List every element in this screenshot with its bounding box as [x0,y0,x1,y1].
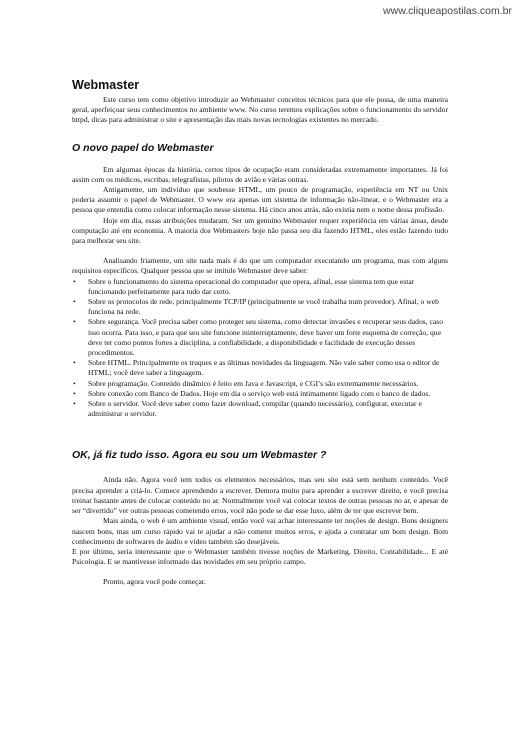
list-item [72,389,448,399]
section-title-webmaster: Webmaster [72,78,140,92]
document-page [72,78,448,588]
site-url: www.cliqueapostilas.com.br [383,5,512,17]
bullet-icon: • [73,388,76,398]
list-item [72,317,448,358]
paragraph: Pronto, agora você pode começar. [103,577,206,587]
bullet-icon: • [73,358,76,368]
list-item [72,379,448,389]
section-title-novo-papel: O novo papel do Webmaster [72,141,214,154]
paragraph: Antigamente, um indivíduo que soubesse HTML, um pouco de programação, experiência em NT ou Unix poderia assumir o papel de Webmaster. O www era apenas um sistema de informação não-linear, e o Webmaster era a pessoa que entendia como colocar informação nesse sistema. Há cinco anos atrás, não existia nem o nome dessa profissão. [72,185,448,215]
paragraph: Ainda não. Agora você tem todos os elementos necessários, mas seu site está sem nenhum conteúdo. Você precisa aprender a criá-lo. Comece aprendendo a escrever. Demora muito para aprender a escrever direito, e você precisa treinar bastante antes de colocar conteúdo no ar. Normalmente você vai colocar textos de outras pessoas no ar, e apesar de ser “divertido” ver outras pessoas cometendo erros, você não pode se dar esse luxo, além de ter que escrever bem. [72,475,448,516]
list-item-text: Sobre segurança. Você precisa saber como proteger seu sistema, como detectar invasões e recuperar seus dados, caso isso ocorra. Para isso, e para que seu site funcione ininterruptamente, deve haver um forte esquema de correção, que deve ter como pontos fortes a disciplina, a confiabilidade, a disponibilidade e facilidade de execução desses procedimentos. [88,317,444,358]
requirements-list [72,277,448,420]
list-item-text: Sobre os protocolos de rede, principalmente TCP/IP (principalmente se você trabalha num provedor). Afinal, o web funciona na rede. [88,297,439,317]
intro-paragraph: Este curso tem como objetivo introduzir ao Webmaster conceitos técnicos para que ele possa, de uma maneira geral, aperfeiçoar seus conhecimentos no ambiente www. No curso teremos explicações sobre o funcionamento do servidor httpd, dicas para administrar o site e apresentação das mais novas tecnologias existentes no mercado. [72,95,448,125]
paragraph: Em algumas épocas da história, certos tipos de ocupação eram consideradas extremamente importantes. Já foi assim com os médicos, escribas, telegrafistas, pilotos de avião e várias outras. [72,164,448,184]
list-item-text: Sobre HTML. Principalmente os truques e as últimas novidades da linguagem. Não vale saber como usa o editor de HTML; você deve saber a linguagem. [88,358,440,378]
list-item [72,297,448,317]
bullet-icon: • [73,378,76,388]
list-item-text: Sobre o funcionamento do sistema operacional do computador que opera, afinal, esse sistema tem que estar funcionando perfeitamente para tudo dar certo. [88,276,415,296]
bullet-icon: • [73,317,76,327]
paragraph: Mais ainda, o web é um ambiente visual, então você vai achar interessante ter noções de design. Bons designers nascem bons, mas um curso rápido vai te ajudar a não cometer muitos erros, e ajuda a contratar um bom design. Bom conhecimento de softwares de áudio e vídeo também são desejáveis. [72,516,448,546]
list-item-text: Sobre programação. Conteúdo dinâmico é feito em Java e Javascript, e CGI’s são extremamente necessários. [88,378,419,388]
paragraph: Analisando friamente, um site nada mais é do que um computador executando um programa, mas com alguns requisitos específicos. Qualquer pessoa que se intitule Webmaster deve saber: [72,256,448,276]
bullet-icon: • [73,297,76,307]
list-item [72,277,448,297]
bullet-icon: • [73,276,76,286]
list-item [72,358,448,378]
paragraph: E por último, seria interessante que o Webmaster também tivesse noções de Marketing, Direito, Contabilidade... E até Psicologia. E se mantivesse informado das novidades em seu próprio campo. [72,546,448,567]
paragraph: Hoje em dia, essas atribuições mudaram. Ser um genuíno Webmaster requer experiência em várias áreas, desde computação até em economia. A maioria dos Webmasters hoje não passa seu dia fazendo HTML, eles estão fazendo tudo para melhorar seu site. [72,215,448,246]
list-item [72,399,448,419]
list-item-text: Sobre conexão com Banco de Dados. Hoje em dia o serviço web está intimamente ligado com o banco de dados. [88,388,431,398]
list-item-text: Sobre o servidor. Você deve saber como fazer download, compilar (quando necessário), configurar, executar e administrar o servidor. [88,399,422,419]
bullet-icon: • [73,399,76,409]
section-title-ok: OK, já fiz tudo isso. Agora eu sou um Webmaster ? [72,449,327,462]
